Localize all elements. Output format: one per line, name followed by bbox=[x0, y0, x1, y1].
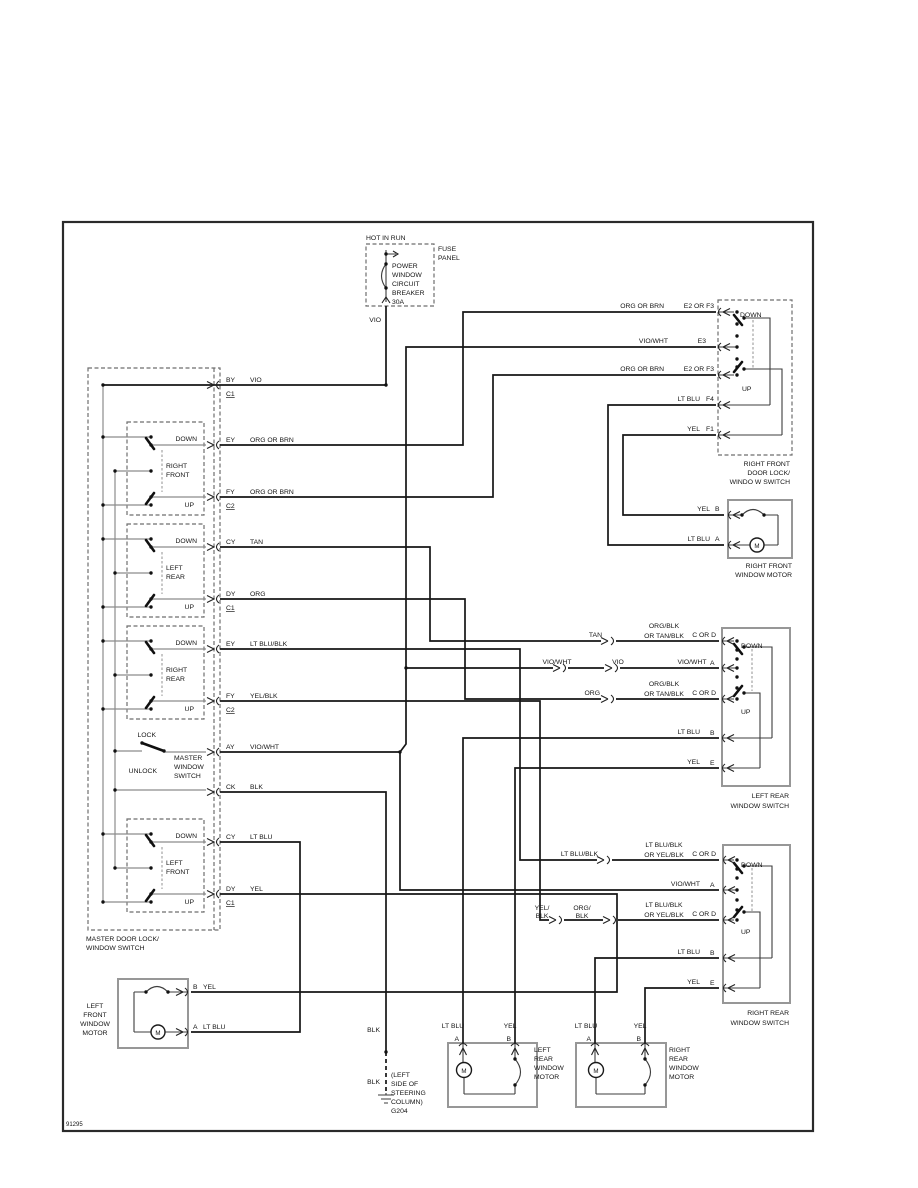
connector-symbol bbox=[207, 698, 214, 705]
junction-dot bbox=[404, 666, 407, 669]
junction-dot bbox=[742, 691, 745, 694]
wire-color-label: ORG OR BRN bbox=[620, 366, 664, 373]
connector-symbol bbox=[217, 697, 220, 705]
junction-dot bbox=[513, 1083, 516, 1086]
wire-color-label: BLK bbox=[250, 784, 263, 791]
wire-color-label: YEL bbox=[633, 1023, 647, 1030]
junction-dot bbox=[166, 990, 169, 993]
unlock-label: UNLOCK bbox=[128, 768, 157, 775]
ground-location-label: (LEFT bbox=[391, 1072, 410, 1079]
wire-color-label: LT BLU bbox=[441, 1023, 465, 1030]
junction-dot bbox=[149, 892, 152, 895]
circuit-breaker-label-1: POWER bbox=[392, 263, 418, 270]
wire-color-label: YEL bbox=[687, 426, 700, 433]
ground-location-label: COLUMN) bbox=[391, 1099, 423, 1106]
left-rear-window-motor-box bbox=[448, 1043, 537, 1107]
mechanical-links bbox=[162, 320, 753, 911]
switch-position-label: DOWN bbox=[741, 643, 763, 650]
junction-dot bbox=[735, 908, 738, 911]
junction-dot bbox=[101, 707, 104, 710]
connector-label: C1 bbox=[226, 605, 235, 612]
junction-dot bbox=[149, 605, 152, 608]
component-label: REAR bbox=[534, 1056, 553, 1063]
junction-dot bbox=[113, 866, 116, 869]
pin-label: C OR D bbox=[692, 911, 716, 918]
pin-label: A bbox=[193, 1024, 198, 1031]
pin-label: A bbox=[586, 1036, 591, 1043]
junction-dot bbox=[735, 686, 738, 689]
switch-position-label: DOWN bbox=[175, 833, 197, 840]
switch-position-label: UP bbox=[184, 604, 194, 611]
junction-dot bbox=[149, 571, 152, 574]
junction-dot bbox=[149, 707, 152, 710]
junction-dot bbox=[149, 537, 152, 540]
connector-symbol bbox=[207, 494, 214, 501]
junction-dot bbox=[113, 749, 116, 752]
switch-name-label: WINDOW bbox=[174, 764, 204, 771]
wire-color-label: YEL bbox=[503, 1023, 517, 1030]
component-label: MOTOR bbox=[82, 1030, 108, 1037]
component-label: WINDOW bbox=[534, 1065, 564, 1072]
pin-label: B bbox=[710, 730, 715, 737]
fuse-panel-label-2: PANEL bbox=[438, 255, 460, 262]
connector-symbol bbox=[603, 917, 610, 924]
motor-symbol-letter: M bbox=[754, 543, 760, 550]
connector-symbol bbox=[601, 638, 608, 645]
junction-dot bbox=[113, 673, 116, 676]
switch-name-label: LEFT bbox=[166, 565, 183, 572]
connector-symbol bbox=[217, 543, 220, 551]
pin-label: C OR D bbox=[692, 851, 716, 858]
pin-label: CY bbox=[226, 539, 236, 546]
wire-color-label: VIO/WHT bbox=[542, 659, 572, 666]
component-label: MOTOR bbox=[669, 1074, 695, 1081]
wire-color-label: VIO/WHT bbox=[670, 881, 700, 888]
junction-dot bbox=[101, 435, 104, 438]
wire-color-label: YEL bbox=[687, 759, 700, 766]
connector-symbol bbox=[601, 696, 608, 703]
component-label: MASTER DOOR LOCK/ bbox=[86, 936, 159, 943]
connector-label: C1 bbox=[226, 391, 235, 398]
connector-symbol bbox=[217, 441, 220, 449]
pin-label: E bbox=[710, 980, 715, 987]
connector-symbol bbox=[607, 856, 610, 864]
junction-dot bbox=[740, 513, 743, 516]
connector-label: C2 bbox=[226, 707, 235, 714]
wire-color-label: TAN bbox=[250, 539, 264, 546]
wire-color-label: VIO bbox=[250, 377, 262, 384]
connector-symbol bbox=[207, 839, 214, 846]
junction-dot bbox=[384, 252, 387, 255]
junction-dot bbox=[643, 1057, 646, 1060]
junction-dot bbox=[113, 469, 116, 472]
pin-label: A bbox=[454, 1036, 459, 1043]
wire-color-label: OR TAN/BLK bbox=[644, 633, 684, 640]
wire-color-label: LT BLU bbox=[677, 396, 700, 403]
contact-arcs bbox=[146, 264, 764, 1085]
pin-label: CY bbox=[226, 834, 236, 841]
pin-label: A bbox=[710, 660, 715, 667]
switch-position-label: DOWN bbox=[175, 538, 197, 545]
junction-dot bbox=[735, 918, 738, 921]
lock-label: LOCK bbox=[137, 732, 156, 739]
wire-color-label: OR YEL/BLK bbox=[644, 912, 684, 919]
junction-dot bbox=[735, 898, 738, 901]
junction-dots bbox=[101, 252, 765, 1086]
junction-dot bbox=[149, 699, 152, 702]
junction-dot bbox=[735, 675, 738, 678]
switch-position-label: UP bbox=[741, 929, 751, 936]
junction-dot bbox=[149, 840, 152, 843]
switch-name-label: FRONT bbox=[166, 472, 190, 479]
connector-symbol bbox=[597, 857, 604, 864]
junction-dot bbox=[735, 310, 738, 313]
circuit-breaker-label-5: 30A bbox=[392, 299, 405, 306]
junction-dot bbox=[735, 666, 738, 669]
connector-symbol bbox=[217, 890, 220, 898]
junction-dot bbox=[735, 697, 738, 700]
pin-label: CK bbox=[226, 784, 236, 791]
pin-label: B bbox=[710, 950, 715, 957]
connector-symbol bbox=[207, 789, 214, 796]
hot-in-run-label: HOT IN RUN bbox=[366, 235, 406, 242]
wire-color-label: VIO/WHT bbox=[677, 659, 707, 666]
wire-color-label: BLK bbox=[367, 1027, 380, 1034]
pin-label: C OR D bbox=[692, 690, 716, 697]
switch-name-label: LEFT bbox=[166, 860, 183, 867]
junction-dot bbox=[735, 357, 738, 360]
pin-label: B bbox=[506, 1036, 511, 1043]
junction-dot bbox=[149, 673, 152, 676]
circuit-breaker-label-3: CIRCUIT bbox=[392, 281, 420, 288]
switch-position-label: UP bbox=[184, 899, 194, 906]
pin-label: DY bbox=[226, 591, 236, 598]
pin-label: EY bbox=[226, 641, 236, 648]
junction-dot bbox=[101, 900, 104, 903]
wire-color-label: VIO/WHT bbox=[250, 744, 280, 751]
connector-symbol bbox=[207, 544, 214, 551]
junction-dot bbox=[149, 545, 152, 548]
connector-label: C1 bbox=[226, 900, 235, 907]
junction-dot bbox=[735, 888, 738, 891]
junction-dot bbox=[735, 639, 738, 642]
switch-name-label: SWITCH bbox=[174, 773, 201, 780]
junction-dot bbox=[149, 495, 152, 498]
wire-color-label: BLK bbox=[575, 913, 589, 920]
junction-dot bbox=[735, 322, 738, 325]
junction-dot bbox=[140, 741, 143, 744]
junction-dot bbox=[735, 858, 738, 861]
switch-position-label: DOWN bbox=[175, 436, 197, 443]
junction-dot bbox=[735, 648, 738, 651]
fuse-panel-label-1: FUSE bbox=[438, 246, 457, 253]
junction-dot bbox=[101, 503, 104, 506]
junction-dot bbox=[149, 639, 152, 642]
connector-symbol bbox=[207, 646, 214, 653]
junction-dot bbox=[398, 750, 401, 753]
connector-symbol bbox=[611, 695, 614, 703]
junction-dot bbox=[149, 900, 152, 903]
pin-label: FY bbox=[226, 693, 235, 700]
switch-name-label: RIGHT bbox=[166, 463, 188, 470]
connector-symbol bbox=[549, 917, 556, 924]
pin-label: E2 OR F3 bbox=[683, 303, 714, 310]
junction-dot bbox=[101, 605, 104, 608]
wire-color-label: OR YEL/BLK bbox=[644, 852, 684, 859]
junction-dot bbox=[762, 513, 765, 516]
motor-symbol-letter: M bbox=[155, 1030, 161, 1037]
switch-name-label: FRONT bbox=[166, 869, 190, 876]
junction-dot bbox=[384, 383, 387, 386]
pin-label: FY bbox=[226, 489, 235, 496]
wire-color-label: ORG OR BRN bbox=[250, 489, 294, 496]
switch-position-label: UP bbox=[742, 386, 752, 393]
wire-color-label: LT BLU/BLK bbox=[645, 902, 683, 909]
component-label: DOOR LOCK/ bbox=[747, 470, 790, 477]
component-label: WINDOW bbox=[80, 1021, 110, 1028]
junction-dot bbox=[149, 443, 152, 446]
wire-color-label: ORG/ bbox=[573, 905, 591, 912]
component-label: LEFT bbox=[534, 1047, 551, 1054]
pin-label: B bbox=[715, 506, 720, 513]
junction-dot bbox=[101, 537, 104, 540]
junction-dot bbox=[149, 832, 152, 835]
component-label: WINDOW SWITCH bbox=[730, 803, 789, 810]
junction-dot bbox=[735, 365, 738, 368]
pin-label: B bbox=[193, 984, 198, 991]
wire-color-label: BLK bbox=[367, 1079, 380, 1086]
connector-symbol bbox=[207, 891, 214, 898]
switch-position-label: DOWN bbox=[741, 862, 763, 869]
wire-color-label: LT BLU bbox=[203, 1024, 226, 1031]
junction-dot bbox=[735, 876, 738, 879]
junction-dot bbox=[384, 1050, 387, 1053]
junction-dot bbox=[144, 990, 147, 993]
pin-label: E3 bbox=[697, 338, 706, 345]
wire-color-label: YEL bbox=[697, 506, 710, 513]
pin-label: F1 bbox=[706, 426, 714, 433]
wire-color-label: LT BLU bbox=[677, 729, 700, 736]
circuit-breaker-label-4: BREAKER bbox=[392, 290, 425, 297]
wire-color-label: ORG/BLK bbox=[648, 681, 680, 688]
wire-color-label: BLK bbox=[535, 913, 549, 920]
wires bbox=[103, 306, 724, 1093]
junction-dot bbox=[101, 832, 104, 835]
component-label: RIGHT bbox=[669, 1047, 691, 1054]
connector-symbol bbox=[217, 788, 220, 796]
connector-symbol bbox=[217, 748, 220, 756]
junction-dot bbox=[735, 373, 738, 376]
wire-color-label: YEL bbox=[687, 979, 700, 986]
circuit-breaker-label-2: WINDOW bbox=[392, 272, 422, 279]
junction-dot bbox=[742, 367, 745, 370]
wire-color-label: LT BLU/BLK bbox=[645, 842, 683, 849]
pin-label: A bbox=[715, 536, 720, 543]
wire-color-label: OR TAN/BLK bbox=[644, 691, 684, 698]
wire-color-label: ORG OR BRN bbox=[620, 303, 664, 310]
component-label: WINDO W SWITCH bbox=[729, 479, 790, 486]
junction-dot bbox=[735, 334, 738, 337]
left-rear-window-switch-box bbox=[722, 628, 790, 786]
right-front-window-motor-box bbox=[728, 500, 792, 558]
junction-dot bbox=[742, 910, 745, 913]
connector-symbol bbox=[207, 596, 214, 603]
wire-color-label: ORG bbox=[250, 591, 266, 598]
connector-symbol bbox=[613, 916, 616, 924]
component-label: LEFT REAR bbox=[751, 793, 789, 800]
connector-symbol bbox=[217, 838, 220, 846]
wire-color-label: LT BLU/BLK bbox=[560, 851, 598, 858]
ground-id-label: G204 bbox=[391, 1108, 408, 1115]
junction-dot bbox=[149, 435, 152, 438]
junction-dot bbox=[101, 639, 104, 642]
connector-symbol bbox=[605, 665, 612, 672]
component-label: RIGHT REAR bbox=[747, 1010, 789, 1017]
connector-symbol bbox=[217, 493, 220, 501]
junction-dot bbox=[149, 647, 152, 650]
page-number: 91295 bbox=[66, 1122, 83, 1128]
component-label: WINDOW bbox=[669, 1065, 699, 1072]
switch-position-label: UP bbox=[184, 502, 194, 509]
junction-dot bbox=[113, 571, 116, 574]
component-label: FRONT bbox=[83, 1012, 107, 1019]
motor-symbol-letter: M bbox=[461, 1068, 467, 1075]
junction-dot bbox=[162, 749, 165, 752]
junction-dot bbox=[513, 1057, 516, 1060]
connector-symbol bbox=[207, 442, 214, 449]
wire-color-label: VIO bbox=[612, 659, 624, 666]
wire-color-label: LT BLU bbox=[574, 1023, 598, 1030]
ground-location-label: STEERING bbox=[391, 1090, 426, 1097]
component-label: WINDOW SWITCH bbox=[730, 1020, 789, 1027]
pin-label: B bbox=[636, 1036, 641, 1043]
pin-label: BY bbox=[226, 377, 236, 384]
junction-dot bbox=[149, 597, 152, 600]
junction-dot bbox=[643, 1083, 646, 1086]
switch-position-label: DOWN bbox=[175, 640, 197, 647]
switch-position-label: DOWN bbox=[740, 312, 762, 319]
pin-label: DY bbox=[226, 886, 236, 893]
switch-name-label: MASTER bbox=[174, 755, 203, 762]
wire-color-label: YEL/BLK bbox=[250, 693, 278, 700]
wire-color-label: VIO bbox=[369, 317, 381, 324]
component-label: WINDOW SWITCH bbox=[86, 945, 145, 952]
junction-dot bbox=[384, 286, 387, 289]
component-label: RIGHT FRONT bbox=[743, 461, 790, 468]
wire-color-label: LT BLU bbox=[677, 949, 700, 956]
pin-label: A bbox=[710, 882, 715, 889]
connector-symbol bbox=[217, 595, 220, 603]
junction-dot bbox=[113, 788, 116, 791]
junction-dot bbox=[149, 503, 152, 506]
pin-label: E bbox=[710, 760, 715, 767]
pin-label: E2 OR F3 bbox=[683, 366, 714, 373]
wire-color-label: YEL bbox=[203, 984, 216, 991]
connector-symbol bbox=[207, 749, 214, 756]
switch-position-label: UP bbox=[184, 706, 194, 713]
connector-symbol bbox=[559, 916, 562, 924]
component-label: REAR bbox=[669, 1056, 688, 1063]
junction-dot bbox=[384, 262, 387, 265]
wire-color-label: LT BLU bbox=[687, 536, 710, 543]
wire-color-label: ORG OR BRN bbox=[250, 437, 294, 444]
component-label: MOTOR bbox=[534, 1074, 560, 1081]
connector-symbol bbox=[217, 645, 220, 653]
wire-color-label: ORG bbox=[584, 690, 600, 697]
right-rear-window-motor-box bbox=[576, 1043, 666, 1107]
pin-label: F4 bbox=[706, 396, 714, 403]
wire-color-label: LT BLU bbox=[250, 834, 273, 841]
wire-color-label: TAN bbox=[588, 632, 602, 639]
pin-label: AY bbox=[226, 744, 235, 751]
component-label: RIGHT FRONT bbox=[745, 563, 792, 570]
switch-position-label: UP bbox=[741, 709, 751, 716]
connector-label: C2 bbox=[226, 503, 235, 510]
wire-color-label: YEL bbox=[250, 886, 263, 893]
pin-label: C OR D bbox=[692, 632, 716, 639]
wire-color-label: VIO/WHT bbox=[638, 338, 668, 345]
diagram-labels bbox=[66, 235, 792, 1128]
switch-name-label: REAR bbox=[166, 676, 185, 683]
junction-dot bbox=[149, 469, 152, 472]
wire-color-label: YEL/ bbox=[534, 905, 550, 912]
connector-symbol bbox=[611, 637, 614, 645]
ground-location-label: SIDE OF bbox=[391, 1081, 419, 1088]
wire-color-label: ORG/BLK bbox=[648, 623, 680, 630]
junction-dot bbox=[735, 867, 738, 870]
junction-dot bbox=[735, 657, 738, 660]
pin-label: EY bbox=[226, 437, 236, 444]
junction-dot bbox=[149, 866, 152, 869]
switch-name-label: RIGHT bbox=[166, 667, 188, 674]
junction-dot bbox=[101, 383, 104, 386]
wire-color-label: LT BLU/BLK bbox=[250, 641, 288, 648]
component-label: WINDOW MOTOR bbox=[735, 572, 792, 579]
component-label: LEFT bbox=[86, 1003, 104, 1010]
switch-name-label: REAR bbox=[166, 574, 185, 581]
junction-dot bbox=[735, 345, 738, 348]
motor-symbol-letter: M bbox=[593, 1068, 599, 1075]
